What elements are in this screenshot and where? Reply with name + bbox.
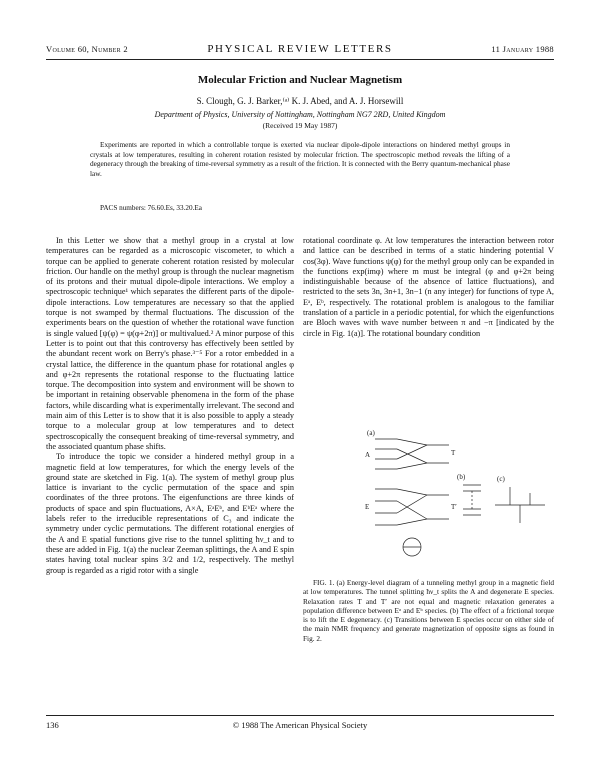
abstract: Experiments are reported in which a controllable torque is exerted via nuclear dipole-dipole interactions on hindered methyl groups in crystals at low temperatures, resulting in coherent rotation resisted by molecular friction. The spectroscopic method reveals the lifting of a degeneracy through the breaking of time-reversal symmetry as a result of the friction. It is connected with the Berry quantum-mechanical phase law. <box>90 140 510 178</box>
running-header <box>46 44 554 56</box>
figure-label-c: (c) <box>497 475 505 483</box>
figure-label-a: (a) <box>367 429 375 437</box>
right-column <box>303 236 554 339</box>
figure-label-A: A <box>365 451 371 459</box>
paragraph: In this Letter we show that a methyl group in a crystal at low temperatures can be regarded as a microscopic viscometer, to which a torque can be applied to generate coherent rotation resisted by molecular friction. Our handle on the methyl group is through the nuclear magnetism of its protons and their mutual dipole-dipole interactions. We employ a spectroscopic technique¹ which separates the different parts of the dipole-dipole interactions. Low temperatures are necessary so that the applied torque is not swamped by thermal fluctuations. The discussion of the experiments bears on the question of whether the rotational wave function is single valued [ψ(φ) = ψ(φ+2π)] or multivalued.² A minor purpose of this Letter is to point out that this controversy has effectively been settled by the abundant recent work on Berry's phase.³⁻⁵ For a rotor embedded in a crystal lattice, the difference in the quantum phase for rotational angles φ and φ+2π represents the rotational response to the fluctuating lattice torque. The decomposition into system and environment will be shown to be important in retaining observable phenomena in the form of the phase factors, while discarding what is experimentally irrelevant. The second and main aim of this Letter is to show that it is also possible to apply a steady torque to a molecular group at low temperatures and to detect spectroscopically the consequent breaking of time-reversal symmetry, and the associated quantum phase shifts. <box>46 236 294 451</box>
volume-number: Volume 60, Number 2 <box>46 44 128 54</box>
figure-label-T: T <box>451 449 456 457</box>
page-number: 136 <box>46 720 59 730</box>
received-date: (Received 19 May 1987) <box>262 121 338 130</box>
paragraph: To introduce the topic we consider a hindered methyl group in a magnetic field at low temperatures, for which the energy levels of the ground state are sketched in Fig. 1(a). The system of methyl group plus lattice is invariant to the cyclic permutation of the space and spin coordinates of the three protons. The eigenfunctions are three kinds of products of space and spin fluctuations, A×A, EᵃEᵇ, and EᵇEᵃ where the labels refer to the irreducible representations of C₃ and indicate the symmetry under cyclic permutations. The different rotational energies of the A and E spatial functions give rise to the tunnel splitting ħν_t and to these are added in Fig. 1(a) the nuclear Zeeman splittings, the A and E spin states having total nuclear spins 3/2 and 1/2, respectively. The methyl group is regarded as a rigid rotor with a single <box>46 452 294 575</box>
article-title: Molecular Friction and Nuclear Magnetism <box>197 74 403 86</box>
figure-label-b: (b) <box>457 473 466 481</box>
figure-label-E: E <box>365 503 370 511</box>
figure-label-Tprime: T′ <box>451 503 457 511</box>
left-column <box>46 236 294 576</box>
pacs-numbers: PACS numbers: 76.60.Es, 33.20.Ea <box>100 204 202 212</box>
affiliation: Department of Physics, University of Nottingham, Nottingham NG7 2RD, United Kingdom <box>154 110 446 119</box>
footer-rule <box>46 715 554 716</box>
author-list: S. Clough, G. J. Barker,⁽ᵃ⁾ K. J. Abed, and A. J. Horsewill <box>196 96 404 106</box>
issue-date: 11 January 1988 <box>491 44 554 54</box>
header-rule <box>46 59 554 60</box>
journal-name: PHYSICAL REVIEW LETTERS <box>207 43 393 55</box>
figure-1 <box>345 425 555 570</box>
figure-caption: FIG. 1. (a) Energy-level diagram of a tunneling methyl group in a magnetic field at low temperatures. The tunnel splitting ħν_t splits the A and degenerate E species. Relaxation rates T and T′ are not equal and magnetic relaxation generates a population difference between Eᵃ and Eᵇ species. (b) The effect of a frictional torque is to lift the E degeneracy. (c) Transitions between E species occur on either side of the main NMR frequency and generate magnetization of opposite signs as found in Fig. 2. <box>303 578 554 643</box>
paragraph: rotational coordinate φ. At low temperatures the interaction between rotor and lattice can be described in terms of a static hindering potential V cos(3φ). Wave functions ψ(φ) for the methyl group only can be expanded in the functions exp(imφ) where m must be integral (φ and φ+2π being indistinguishable because of the absence of lattice fluctuations), and restricted to the sets 3n, 3n+1, 3n−1 (n any integer) for functions of type A, Eᵃ, Eᵇ, respectively. The rotational problem is analogous to the familiar translation of a particle in a periodic potential, for which the eigenfunctions are Bloch waves with wave number between π and −π [indicated by the circle in Fig. 1(a)]. The rotational boundary condition <box>303 236 554 338</box>
copyright-notice: © 1988 The American Physical Society <box>232 720 368 730</box>
